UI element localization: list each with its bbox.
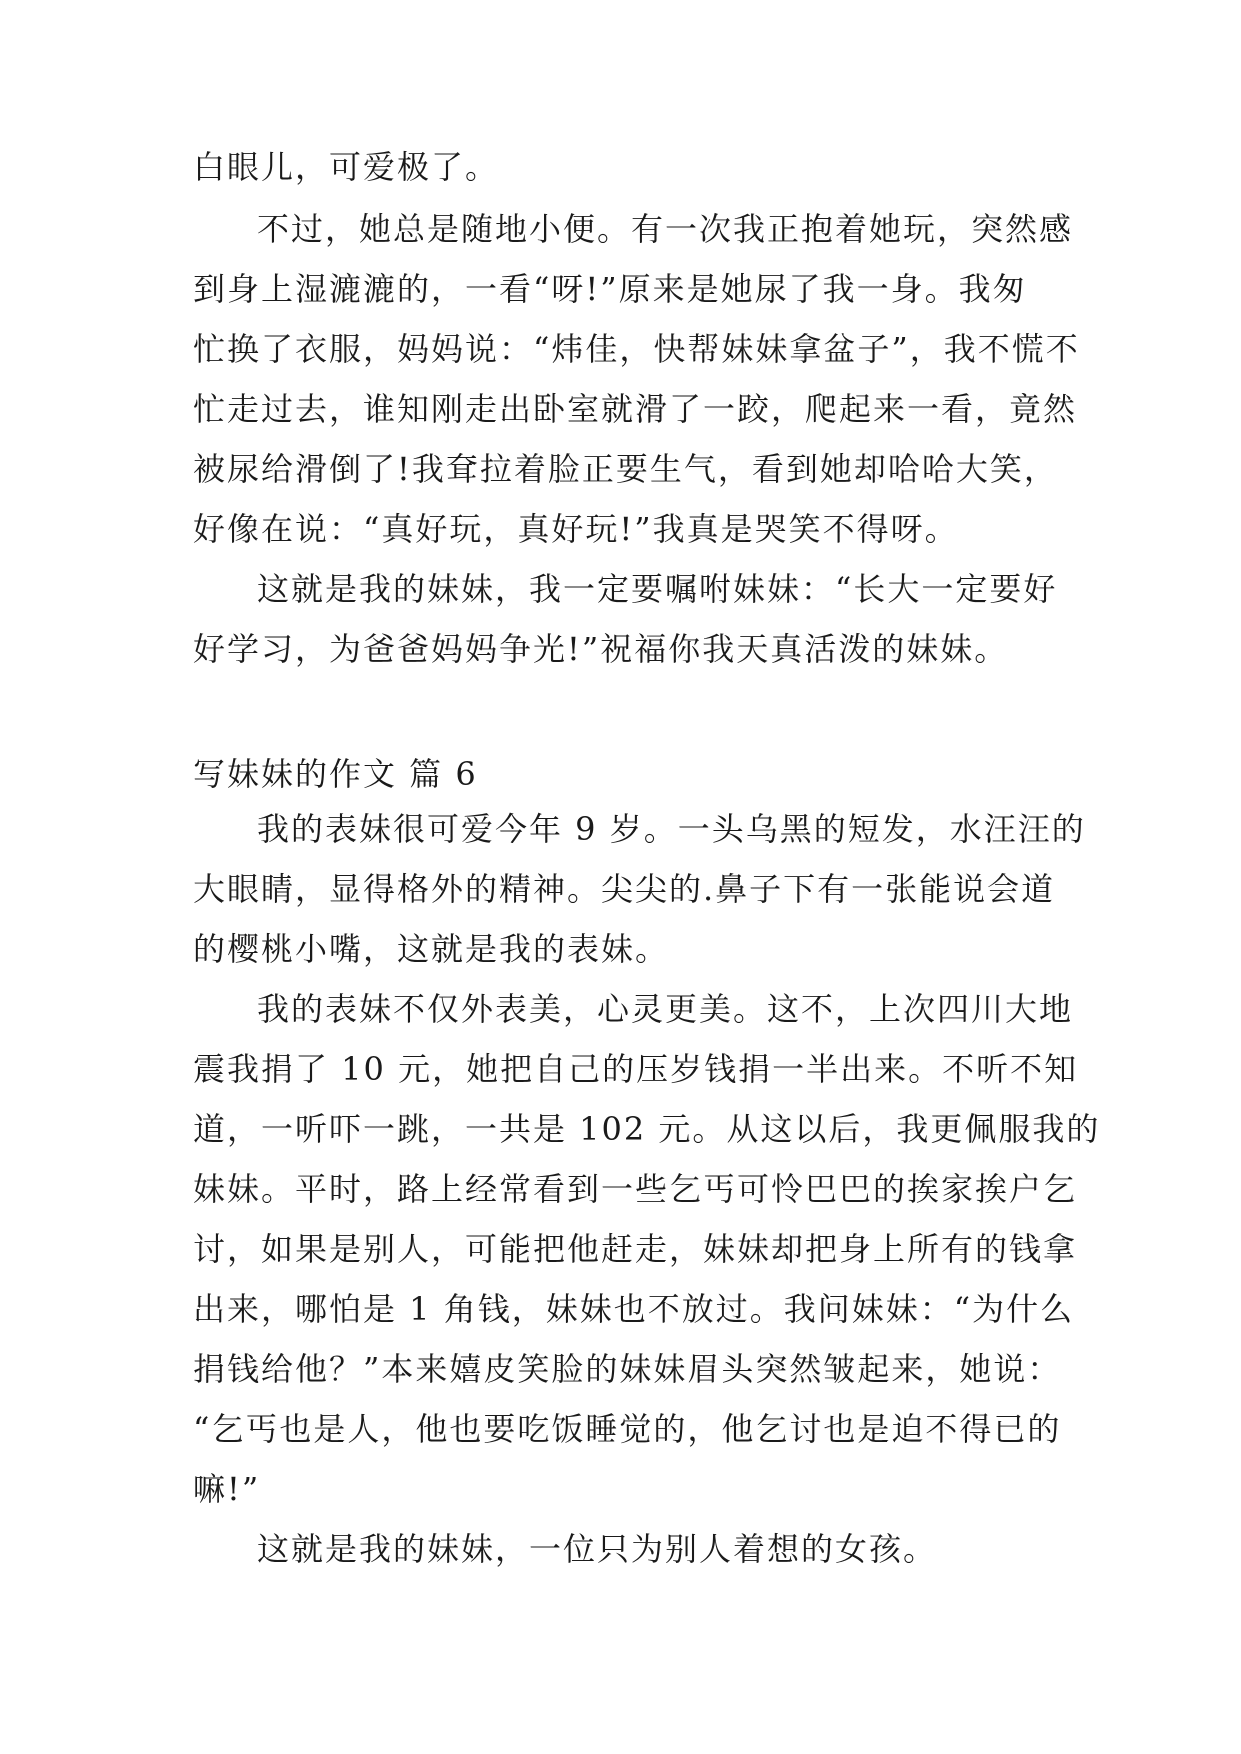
paragraph-line: 不过，她总是随地小便。有一次我正抱着她玩，突然感 (257, 210, 1074, 248)
paragraph-line: 讨，如果是别人，可能把他赶走，妹妹却把身上所有的钱拿 (193, 1230, 1078, 1268)
paragraph-line: 我的表妹很可爱今年 9 岁。一头乌黑的短发，水汪汪的 (257, 810, 1086, 848)
paragraph-line: 我的表妹不仅外表美，心灵更美。这不，上次四川大地 (257, 990, 1074, 1028)
paragraph-line: 嘛!” (193, 1470, 261, 1508)
paragraph-line: 出来，哪怕是 1 角钱，妹妹也不放过。我问妹妹：“为什么 (193, 1290, 1075, 1328)
section-heading: 写妹妹的作文 篇 6 (193, 755, 478, 793)
paragraph-line: 忙换了衣服，妈妈说：“炜佳，快帮妹妹拿盆子”，我不慌不 (193, 330, 1080, 368)
paragraph-line: 被尿给滑倒了!我耷拉着脸正要生气，看到她却哈哈大笑， (193, 450, 1058, 488)
paragraph-line: 到身上湿漉漉的，一看“呀!”原来是她尿了我一身。我匆 (193, 270, 1027, 308)
paragraph-line: “乞丐也是人，他也要吃饭睡觉的，他乞讨也是迫不得已的 (193, 1410, 1062, 1448)
paragraph-line: 好学习，为爸爸妈妈争光!”祝福你我天真活泼的妹妹。 (193, 630, 1009, 668)
paragraph-line: 震我捐了 10 元，她把自己的压岁钱捐一半出来。不听不知 (193, 1050, 1079, 1088)
paragraph-line: 这就是我的妹妹，一位只为别人着想的女孩。 (257, 1530, 938, 1568)
paragraph-line: 忙走过去，谁知刚走出卧室就滑了一跤，爬起来一看，竟然 (193, 390, 1078, 428)
paragraph-line: 白眼儿，可爱极了。 (193, 148, 500, 186)
paragraph-line: 的樱桃小嘴，这就是我的表妹。 (193, 930, 670, 968)
paragraph-line: 这就是我的妹妹，我一定要嘱咐妹妹：“长大一定要好 (257, 570, 1058, 608)
paragraph-line: 捐钱给他？”本来嬉皮笑脸的妹妹眉头突然皱起来，她说： (193, 1350, 1062, 1388)
paragraph-line: 大眼睛，显得格外的精神。尖尖的.鼻子下有一张能说会道 (193, 870, 1056, 908)
paragraph-line: 妹妹。平时，路上经常看到一些乞丐可怜巴巴的挨家挨户乞 (193, 1170, 1078, 1208)
paragraph-line: 好像在说：“真好玩，真好玩!”我真是哭笑不得呀。 (193, 510, 959, 548)
paragraph-line: 道，一听吓一跳，一共是 102 元。从这以后，我更佩服我的 (193, 1110, 1101, 1148)
